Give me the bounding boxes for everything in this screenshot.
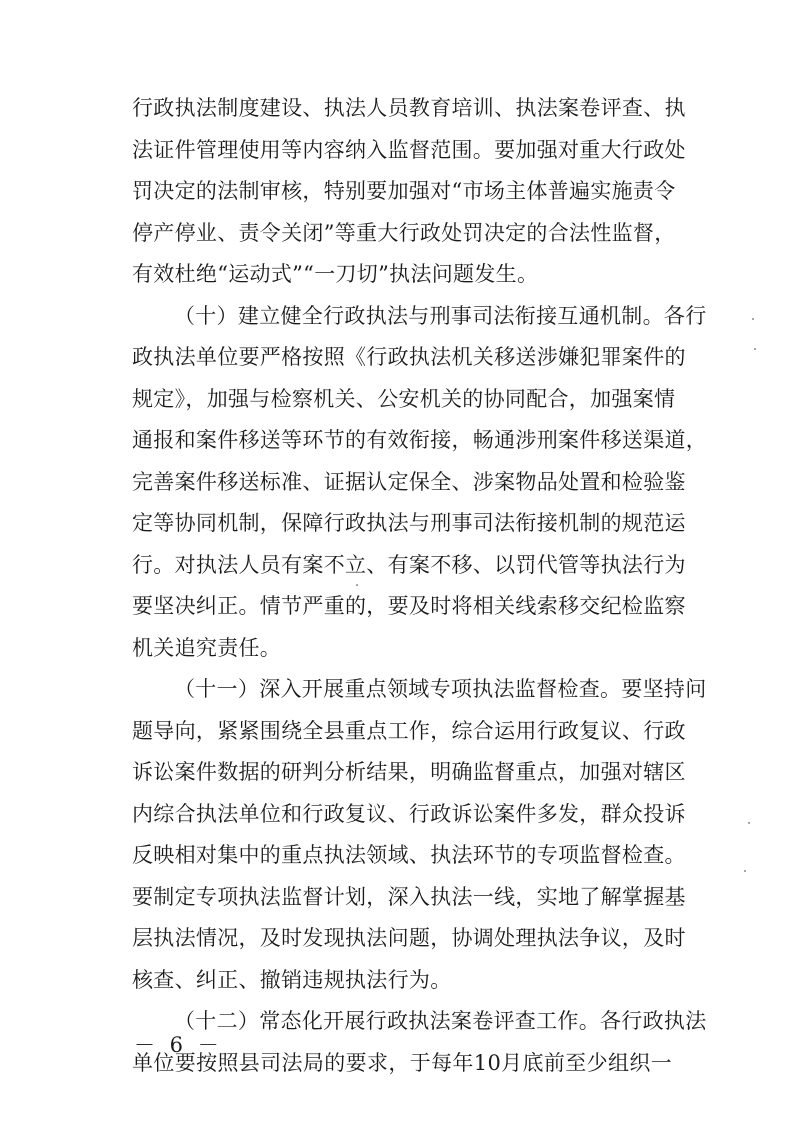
text-line: 要制定专项执法监督计划，深入执法一线，实地了解掌握基 xyxy=(132,884,686,909)
text-line: 完善案件移送标准、证据认定保全、涉案物品处置和检验鉴 xyxy=(132,469,686,494)
section-heading-line: （十二）常态化开展行政执法案卷评查工作。各行政执法 xyxy=(174,1009,707,1033)
text-line: 规定》，加强与检察机关、公安机关的协同配合，加强案情 xyxy=(132,386,676,411)
text-line: 定等协同机制，保障行政执法与刑事司法衔接机制的规范运 xyxy=(132,511,686,535)
text-line: 内综合执法单位和行政复议、行政诉讼案件多发，群众投诉 xyxy=(132,801,686,826)
scan-speck xyxy=(754,348,756,350)
scan-speck xyxy=(356,584,358,586)
text-line: 法证件管理使用等内容纳入监督范围。要加强对重大行政处 xyxy=(132,137,686,162)
page-number: － 6 － xyxy=(134,1033,223,1057)
text-line: 要坚决纠正。情节严重的，要及时将相关线索移交纪检监察 xyxy=(132,594,686,618)
text-line: 行。对执法人员有案不立、有案不移、以罚代管等执法行为 xyxy=(132,552,686,577)
section-heading-line: （十一）深入开展重点领域专项执法监督检查。要坚持问 xyxy=(174,677,707,701)
text-line: 核查、纠正、撤销违规执法行为。 xyxy=(132,967,452,992)
scan-speck xyxy=(748,822,750,824)
text-line: 机关追究责任。 xyxy=(132,635,282,660)
text-line: 停产停业、责令关闭”等重大行政处罚决定的合法性监督， xyxy=(132,220,676,245)
scan-speck xyxy=(744,870,746,872)
text-line: 通报和案件移送等环节的有效衔接，畅通涉刑案件移送渠道， xyxy=(132,428,708,452)
text-line: 反映相对集中的重点执法领域、执法环节的专项监督检查。 xyxy=(132,843,686,867)
text-line: 层执法情况，及时发现执法问题，协调处理执法争议，及时 xyxy=(132,926,686,950)
text-line: 罚决定的法制审核，特别要加强对“市场主体普遍实施责令 xyxy=(132,179,676,203)
body-text xyxy=(132,88,708,1084)
text-line: 政执法单位要严格按照《行政执法机关移送涉嫌犯罪案件的 xyxy=(132,345,686,369)
text-line: 单位要按照县司法局的要求，于每年10月底前至少组织一 xyxy=(132,1050,672,1075)
text-line: 行政执法制度建设、执法人员教育培训、执法案卷评查、执 xyxy=(132,96,686,120)
text-line: 诉讼案件数据的研判分析结果，明确监督重点，加强对辖区 xyxy=(132,760,686,784)
text-line: 题导向，紧紧围绕全县重点工作，综合运用行政复议、行政 xyxy=(132,718,686,743)
text-line: 有效杜绝“运动式”“一刀切”执法问题发生。 xyxy=(132,262,539,286)
section-heading-line: （十）建立健全行政执法与刑事司法衔接互通机制。各行 xyxy=(174,303,707,328)
scan-speck xyxy=(752,318,754,320)
